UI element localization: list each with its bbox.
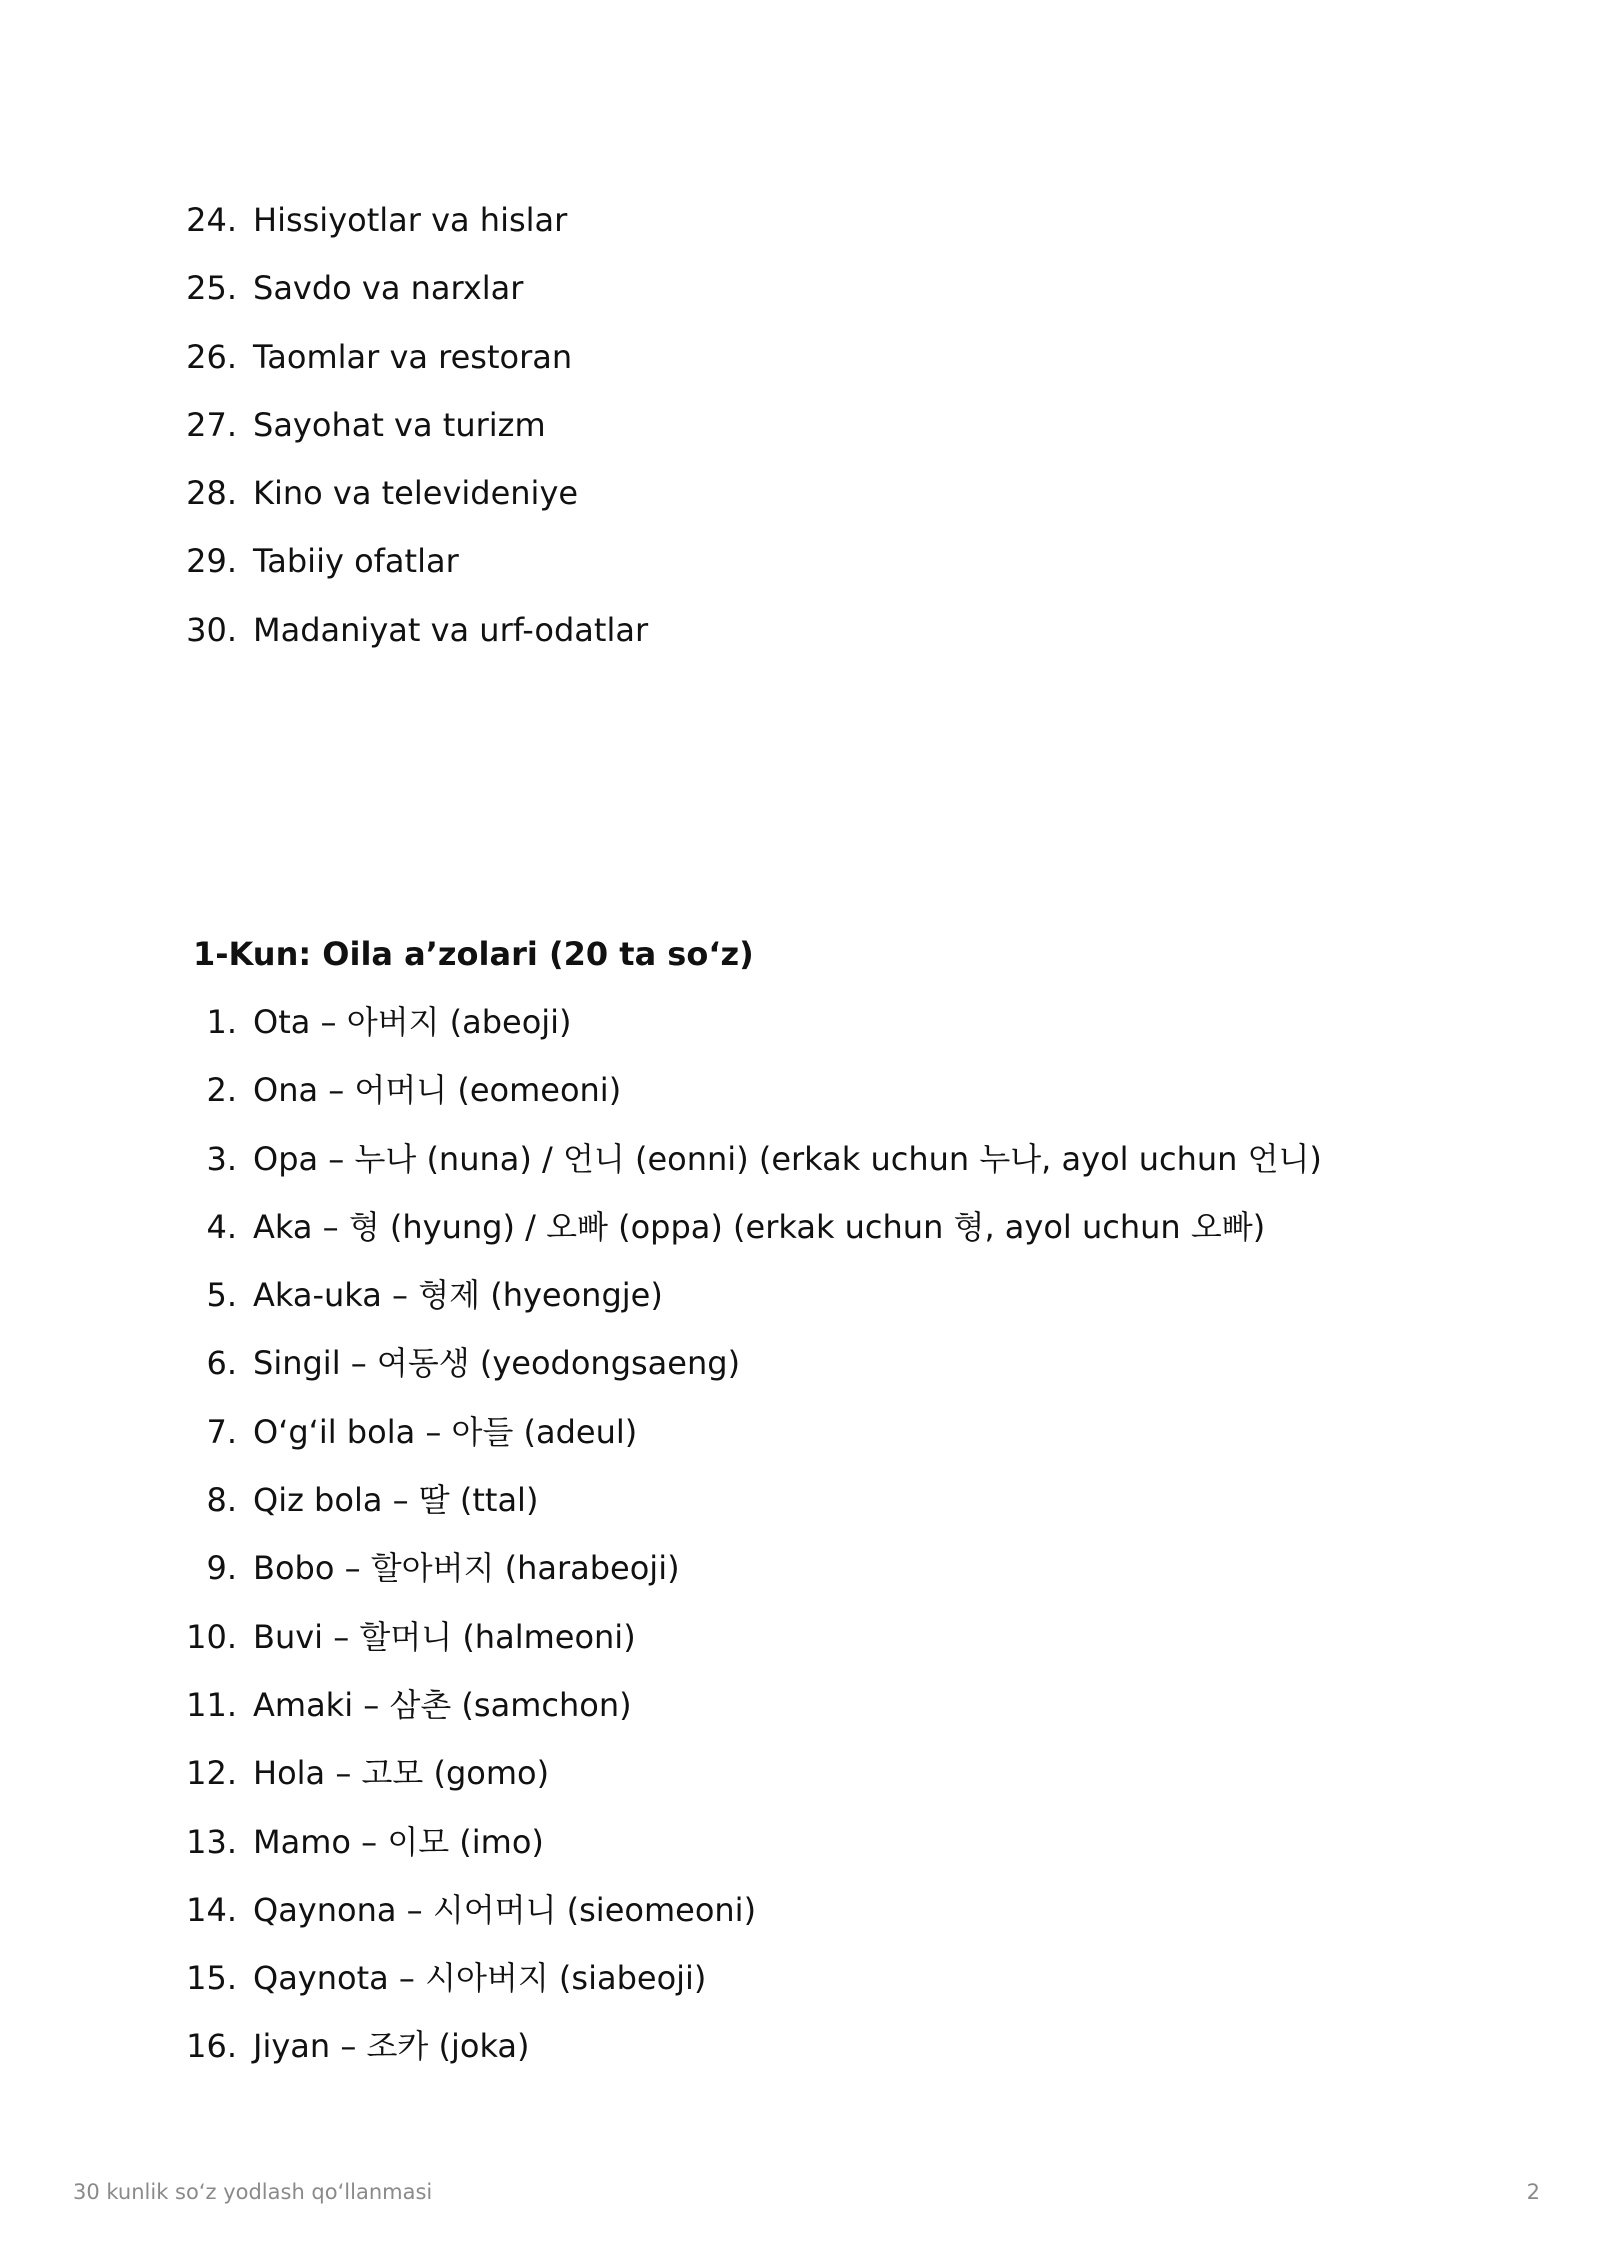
item-number: 26.	[186, 337, 237, 376]
item-number: 1.	[206, 1003, 237, 1041]
item-number: 28.	[186, 474, 237, 513]
item-number: 10.	[186, 1617, 237, 1656]
item-number: 2.	[206, 1071, 237, 1110]
item-text: Kino va televideniye	[253, 474, 579, 513]
item-text: Aka – 형 (hyung) / 오빠 (oppa) (erkak uchun 형, ayol uchun 오빠)	[253, 1207, 1266, 1246]
item-number: 25.	[186, 269, 237, 308]
item-number: 24.	[186, 201, 237, 239]
item-text: Ona – 어머니 (eomeoni)	[253, 1071, 622, 1110]
item-text: Singil – 여동생 (yeodongsaeng)	[253, 1344, 741, 1383]
item-text: Jiyan – 조카 (joka)	[253, 2027, 530, 2066]
item-number: 16.	[186, 2027, 237, 2066]
item-number: 4.	[206, 1207, 237, 1246]
item-number: 29.	[186, 542, 237, 581]
item-number: 11.	[186, 1685, 237, 1724]
item-number: 9.	[206, 1549, 237, 1588]
item-number: 3.	[206, 1139, 237, 1178]
item-text: Aka-uka – 형제 (hyeongje)	[253, 1276, 663, 1315]
item-text: Qaynona – 시어머니 (sieomeoni)	[253, 1890, 757, 1929]
item-text: Taomlar va restoran	[253, 337, 573, 376]
item-number: 12.	[186, 1754, 237, 1793]
item-text: Buvi – 할머니 (halmeoni)	[253, 1617, 636, 1656]
item-number: 5.	[206, 1276, 237, 1315]
item-text: Savdo va narxlar	[253, 269, 524, 308]
item-text: Tabiiy ofatlar	[253, 542, 459, 581]
item-text: Madaniyat va urf-odatlar	[253, 610, 649, 649]
item-text: Ota – 아버지 (abeoji)	[253, 1003, 572, 1041]
page-number: 2	[1526, 2180, 1540, 2204]
item-text: Amaki – 삼촌 (samchon)	[253, 1685, 632, 1724]
item-text: Qaynota – 시아버지 (siabeoji)	[253, 1959, 707, 1998]
item-text: O‘g‘il bola – 아들 (adeul)	[253, 1412, 638, 1451]
item-number: 27.	[186, 405, 237, 444]
item-number: 14.	[186, 1890, 237, 1929]
footer-title: 30 kunlik so‘z yodlash qo‘llanmasi	[73, 2180, 433, 2204]
item-number: 8.	[206, 1481, 237, 1520]
item-text: Opa – 누나 (nuna) / 언니 (eonni) (erkak uchun 누나, ayol uchun 언니)	[253, 1139, 1322, 1178]
item-text: Hola – 고모 (gomo)	[253, 1754, 550, 1793]
item-text: Mamo – 이모 (imo)	[253, 1822, 544, 1861]
item-text: Sayohat va turizm	[253, 405, 546, 444]
item-number: 15.	[186, 1959, 237, 1998]
item-text: Hissiyotlar va hislar	[253, 201, 568, 239]
item-number: 30.	[186, 610, 237, 649]
item-number: 6.	[206, 1344, 237, 1383]
item-text: Bobo – 할아버지 (harabeoji)	[253, 1549, 680, 1588]
item-text: Qiz bola – 딸 (ttal)	[253, 1481, 539, 1520]
day-heading: 1-Kun: Oila a’zolari (20 ta so‘z)	[193, 935, 754, 973]
item-number: 7.	[206, 1412, 237, 1451]
item-number: 13.	[186, 1822, 237, 1861]
